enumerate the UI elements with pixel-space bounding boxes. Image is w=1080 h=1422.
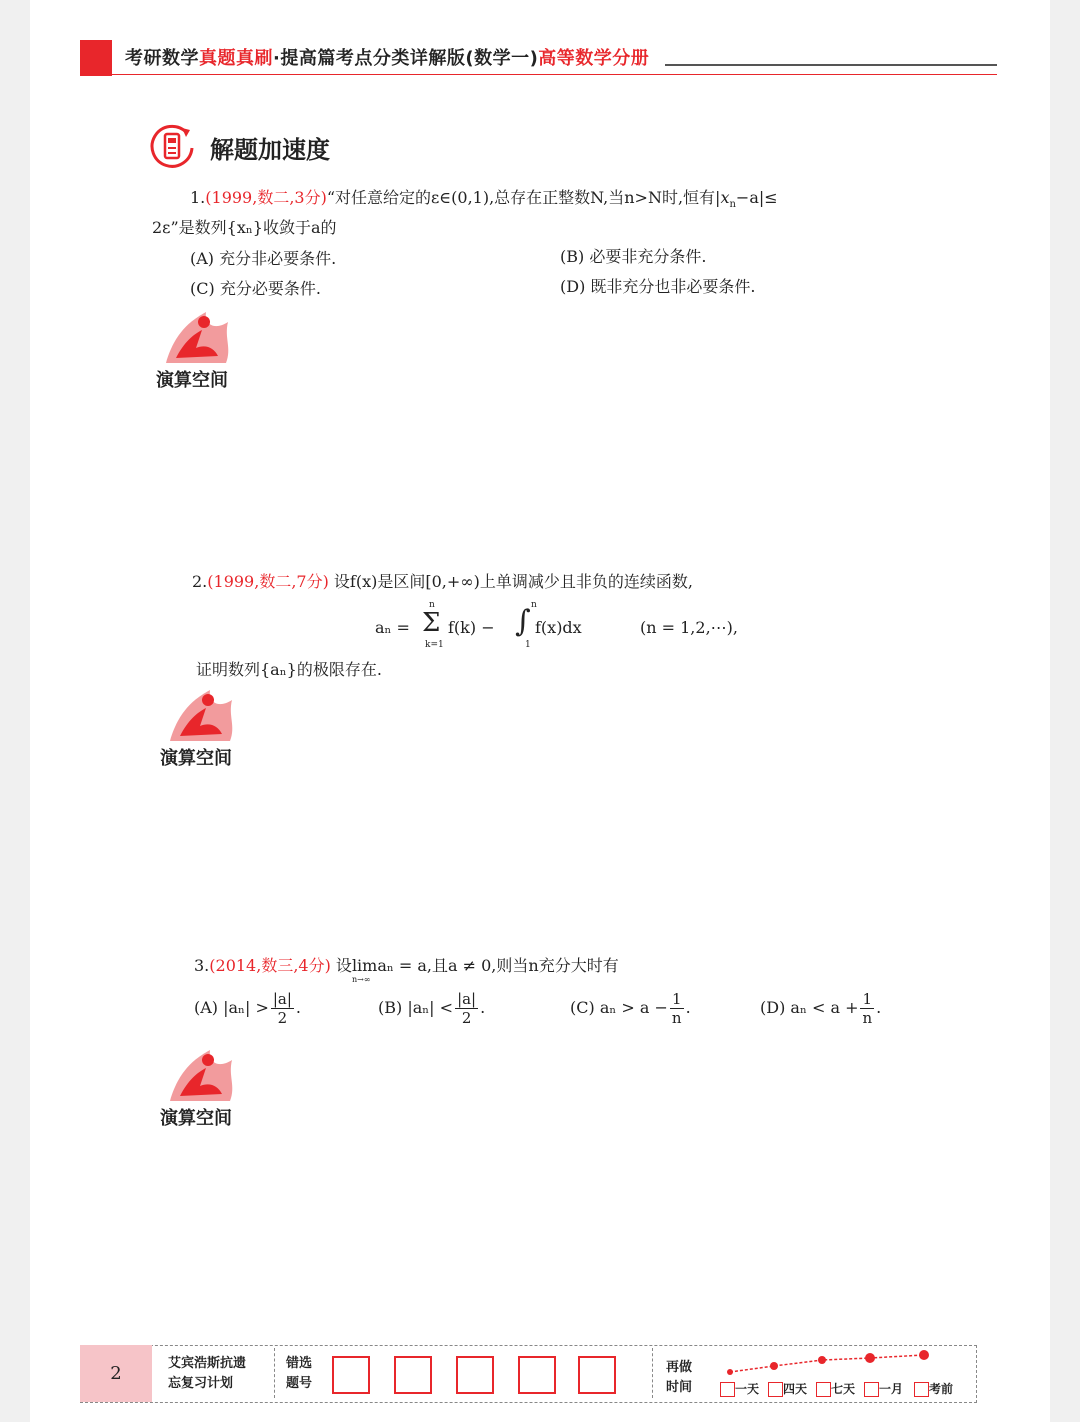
q3-opt-c-den: n <box>671 1009 682 1027</box>
q3-opt-a-pre: (A) |aₙ| > <box>194 998 269 1017</box>
q2-formula-lhs: aₙ = <box>375 618 410 637</box>
q2-integral-sign: ∫ <box>515 604 531 639</box>
q1-text-e: −a|≤ <box>735 188 778 207</box>
q3-opt-d-dot: . <box>876 998 882 1017</box>
q3-opt-d-den: n <box>862 1009 873 1027</box>
checkbox-icon[interactable] <box>768 1382 783 1397</box>
footer-select-label <box>286 1354 312 1394</box>
header-underline <box>80 74 997 75</box>
time-label-4: 一月 <box>879 1382 904 1396</box>
q1-line2: 2ε”是数列{xₙ}收敛于a的 <box>152 218 337 237</box>
header-title <box>125 44 649 70</box>
q3-text-b: aₙ = a,且a ≠ 0,则当n充分大时有 <box>377 956 619 975</box>
q2-text: 设f(x)是区间[0,+∞)上单调减少且非负的连续函数, <box>333 572 693 591</box>
q1-option-b: (B) 必要非充分条件. <box>560 247 707 266</box>
question-number-box-1[interactable] <box>332 1356 370 1394</box>
q1-option-c: (C) 充分必要条件. <box>190 279 321 298</box>
footer-redo-label <box>666 1358 692 1398</box>
q3-opt-c-num: 1 <box>670 990 684 1009</box>
q1-text-b: n>N时,恒有| <box>624 188 721 207</box>
q2-source: (1999,数二,7分) <box>207 572 329 591</box>
q1-num: 1. <box>190 188 206 207</box>
q2-integral-top: n <box>531 600 537 610</box>
calc-space-3 <box>160 1046 250 1130</box>
header-part1: 考研数学 <box>125 48 199 69</box>
q3-option-b <box>378 990 485 1027</box>
q3-opt-b-dot: . <box>480 998 486 1017</box>
time-option-3[interactable] <box>816 1380 855 1397</box>
question-number-box-4[interactable] <box>518 1356 556 1394</box>
calc-space-1 <box>156 308 246 392</box>
q2-line3: 证明数列{aₙ}的极限存在. <box>196 660 382 679</box>
q1-text-a: “对任意给定的ε∈(0,1),总存在正整数N,当 <box>326 188 625 207</box>
q1-text-c: x <box>720 188 730 207</box>
calc-space-label: 演算空间 <box>160 1108 232 1129</box>
calc-space-label: 演算空间 <box>160 748 232 769</box>
q3-option-d <box>760 990 881 1027</box>
q3-source: (2014,数三,4分) <box>209 956 331 975</box>
q2-formula-rhs: f(x)dx <box>535 618 582 637</box>
time-label-5: 考前 <box>929 1382 954 1396</box>
calc-space-logo-icon <box>156 308 236 368</box>
q3-opt-c-pre: (C) aₙ > a − <box>570 998 668 1017</box>
header-red-block <box>80 40 112 76</box>
time-option-4[interactable] <box>864 1380 903 1397</box>
q3-num: 3. <box>194 956 210 975</box>
q1-option-a: (A) 充分非必要条件. <box>190 249 337 268</box>
q2-sum-top: n <box>429 600 435 610</box>
q2-formula-mid: f(k) − <box>448 618 495 637</box>
calc-space-2 <box>160 686 250 770</box>
q3-option-a <box>194 990 301 1027</box>
footer-redo-line1: 再做 <box>666 1360 693 1375</box>
footer-plan-label <box>168 1354 246 1394</box>
q2-formula-cond: (n = 1,2,⋯), <box>640 618 738 637</box>
checkbox-icon[interactable] <box>720 1382 735 1397</box>
q3-opt-d-num: 1 <box>860 990 874 1009</box>
time-label-2: 四天 <box>783 1382 808 1396</box>
calc-space-logo-icon <box>160 686 240 746</box>
question-number-box-3[interactable] <box>456 1356 494 1394</box>
q3-lim-sub: n→∞ <box>351 975 371 984</box>
calc-space-label: 演算空间 <box>156 370 228 391</box>
q1-option-d: (D) 既非充分也非必要条件. <box>560 277 756 296</box>
q2-line1 <box>192 568 693 596</box>
footer-divider <box>652 1348 653 1398</box>
q3-lim: lim <box>351 956 378 975</box>
footer-divider <box>274 1348 275 1398</box>
footer-select-line2: 题号 <box>286 1376 313 1391</box>
q2-sum-bottom: k=1 <box>425 640 444 650</box>
q3-opt-d-pre: (D) aₙ < a + <box>760 998 859 1017</box>
footer-plan-line2: 忘复习计划 <box>168 1376 234 1391</box>
time-label-3: 七天 <box>831 1382 856 1396</box>
q3-opt-a-dot: . <box>295 998 302 1017</box>
page-number: 2 <box>80 1345 152 1402</box>
header-part3: ·提高篇考点分类详解版(数学一) <box>273 48 539 69</box>
header-part2: 真题真刷 <box>199 48 273 69</box>
checkbox-icon[interactable] <box>914 1382 929 1397</box>
section-title: 解题加速度 <box>210 136 330 164</box>
time-option-2[interactable] <box>768 1380 807 1397</box>
q1-source: (1999,数二,3分) <box>205 188 327 207</box>
q2-formula <box>375 600 795 652</box>
footer-plan-line1: 艾宾浩斯抗遗 <box>168 1356 247 1371</box>
header-part4: 高等数学分册 <box>538 48 650 69</box>
question-number-box-2[interactable] <box>394 1356 432 1394</box>
time-label-1: 一天 <box>735 1382 760 1396</box>
q3-line1 <box>194 952 619 984</box>
q3-opt-c-dot: . <box>685 998 691 1017</box>
q2-sum-sign: Σ <box>422 608 441 638</box>
speed-icon <box>148 122 196 170</box>
q3-opt-a-num: |a| <box>272 990 292 1008</box>
q3-option-c <box>570 990 691 1027</box>
q3-opt-b-num: |a| <box>457 990 477 1008</box>
q3-text-a: 设 <box>335 956 352 975</box>
question-number-box-5[interactable] <box>578 1356 616 1394</box>
review-progress-line <box>718 1348 938 1378</box>
footer-select-line1: 错选 <box>286 1356 313 1371</box>
footer-redo-line2: 时间 <box>666 1380 693 1395</box>
q3-opt-b-den: 2 <box>461 1009 472 1027</box>
q2-num: 2. <box>192 572 208 591</box>
header-rule <box>665 64 997 66</box>
checkbox-icon[interactable] <box>816 1382 831 1397</box>
q3-opt-b-pre: (B) |aₙ| < <box>378 998 454 1017</box>
checkbox-icon[interactable] <box>864 1382 879 1397</box>
q1-text-d: n <box>729 199 736 211</box>
calc-space-logo-icon <box>160 1046 240 1106</box>
q2-integral-bottom: 1 <box>525 640 531 650</box>
q3-opt-a-den: 2 <box>277 1009 288 1027</box>
time-option-5[interactable] <box>914 1380 953 1397</box>
time-option-1[interactable] <box>720 1380 759 1397</box>
page <box>30 0 1050 1422</box>
